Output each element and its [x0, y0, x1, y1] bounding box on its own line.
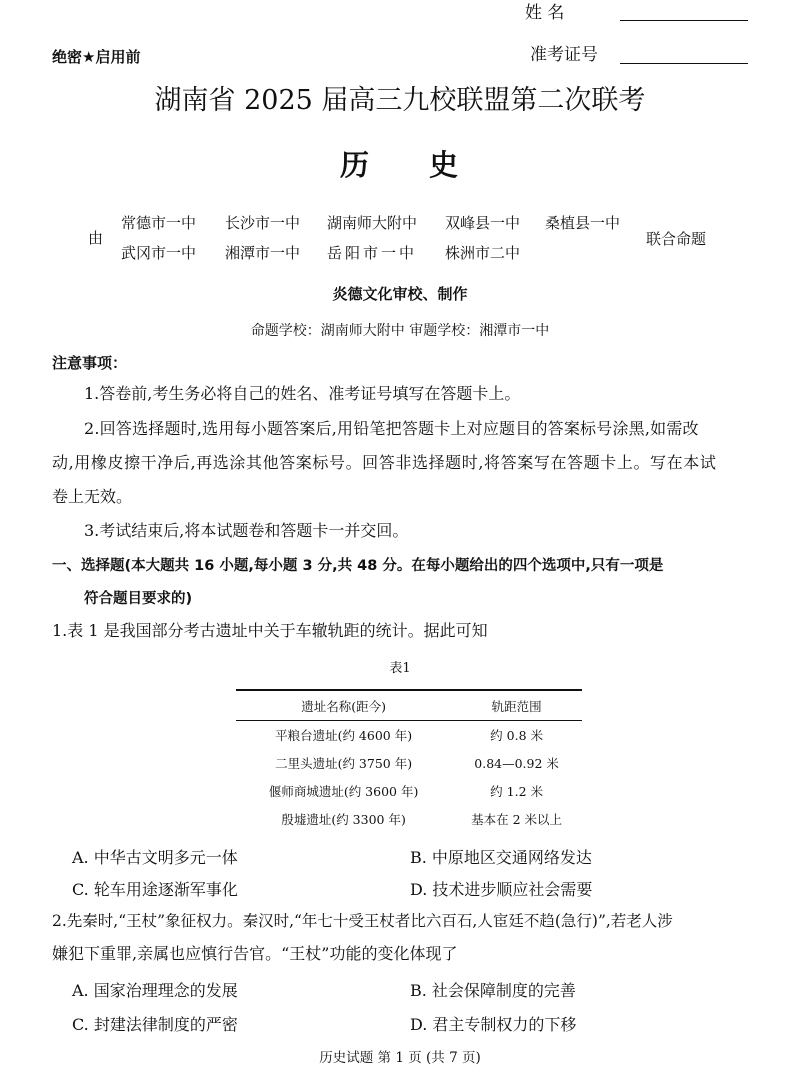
secret-label: 绝密★启用前	[52, 48, 141, 66]
school-item: 长沙市一中	[225, 214, 301, 232]
school-item: 湖南师大附中	[327, 214, 418, 232]
table-row	[236, 777, 582, 805]
option-c[interactable]: C. 轮车用途逐渐军事化	[72, 880, 238, 899]
table-header-cell: 轨距范围	[451, 690, 582, 721]
school-item: 株洲市二中	[445, 244, 521, 262]
table-cell: 0.84—0.92 米	[474, 756, 559, 771]
school-item: 湘潭市一中	[225, 244, 301, 262]
school-item: 岳阳市一中	[327, 244, 418, 262]
question-2-stem-cont: 嫌犯下重罪,亲属也应慎行告官。“王杖”功能的变化体现了	[52, 944, 458, 963]
question-1-stem: 1.表 1 是我国部分考古遗址中关于车辙轨距的统计。据此可知	[52, 621, 488, 640]
page-footer: 历史试题 第 1 页 (共 7 页)	[319, 1050, 481, 1066]
option-d[interactable]: D. 技术进步顺应社会需要	[410, 880, 593, 899]
subject-char: 史	[429, 148, 461, 182]
subject-title	[0, 143, 800, 184]
table-row	[236, 749, 582, 777]
exam-title: 湖南省 2025 届高三九校联盟第二次联考	[154, 85, 646, 116]
option-a[interactable]: A. 中华古文明多元一体	[72, 848, 238, 867]
notice-item: 卷上无效。	[52, 487, 133, 506]
producer-line: 炎德文化审校、制作	[332, 285, 468, 303]
name-field[interactable]	[620, 20, 748, 21]
data-table	[236, 689, 582, 833]
subject-char: 历	[339, 148, 371, 182]
table-header-cell: 遗址名称(距今)	[236, 690, 451, 721]
section-heading: 一、选择题(本大题共 16 小题,每小题 3 分,共 48 分。在每小题给出的四个选项中,只有一项是	[52, 558, 664, 574]
option-a[interactable]: A. 国家治理理念的发展	[72, 981, 238, 1000]
option-b[interactable]: B. 社会保障制度的完善	[410, 981, 576, 1000]
notice-item: 2.回答选择题时,选用每小题答案后,用铅笔把答题卡上对应题目的答案标号涂黑,如需改	[84, 419, 699, 438]
school-item: 常德市一中	[121, 214, 197, 232]
school-item: 武冈市一中	[121, 244, 197, 262]
exam-id-field[interactable]	[620, 63, 748, 64]
table-header-row	[236, 690, 582, 721]
option-b[interactable]: B. 中原地区交通网络发达	[410, 848, 592, 867]
exam-id-label: 准考证号	[530, 45, 598, 65]
table-cell: 殷墟遗址(约 3300 年)	[281, 812, 406, 827]
table-cell: 约 0.8 米	[490, 728, 543, 743]
notice-item: 3.考试结束后,将本试题卷和答题卡一并交回。	[84, 521, 409, 540]
table-cell: 二里头遗址(约 3750 年)	[275, 756, 413, 771]
notice-item: 1.答卷前,考生务必将自己的姓名、准考证号填写在答题卡上。	[84, 384, 521, 403]
notice-heading: 注意事项：	[52, 354, 128, 372]
schools-prefix: 由	[88, 229, 104, 247]
school-item: 桑植县一中	[545, 214, 621, 232]
table-cell: 约 1.2 米	[490, 784, 543, 799]
schools-suffix: 联合命题	[646, 230, 707, 248]
option-c[interactable]: C. 封建法律制度的严密	[72, 1015, 238, 1034]
table-cell: 基本在 2 米以上	[471, 812, 563, 827]
section-heading-cont: 符合题目要求的)	[84, 591, 193, 607]
table-row	[236, 721, 582, 750]
table-row	[236, 805, 582, 833]
notice-item: 动,用橡皮擦干净后,再选涂其他答案标号。回答非选择题时,将答案写在答题卡上。写在本试	[52, 453, 717, 472]
table-cell: 偃师商城遗址(约 3600 年)	[268, 784, 419, 799]
setter-line: 命题学校：湖南师大附中 审题学校：湘潭市一中	[250, 323, 550, 339]
school-item: 双峰县一中	[445, 214, 521, 232]
question-2-stem: 2.先秦时,“王杖”象征权力。秦汉时,“年七十受王杖者比六百石,人宦廷不趋(急行)”,若老人涉	[52, 912, 673, 930]
option-d[interactable]: D. 君主专制权力的下移	[410, 1015, 577, 1034]
name-label: 姓 名	[525, 3, 565, 23]
table-caption: 表1	[389, 661, 411, 676]
table-cell: 平粮台遗址(约 4600 年)	[275, 728, 413, 743]
